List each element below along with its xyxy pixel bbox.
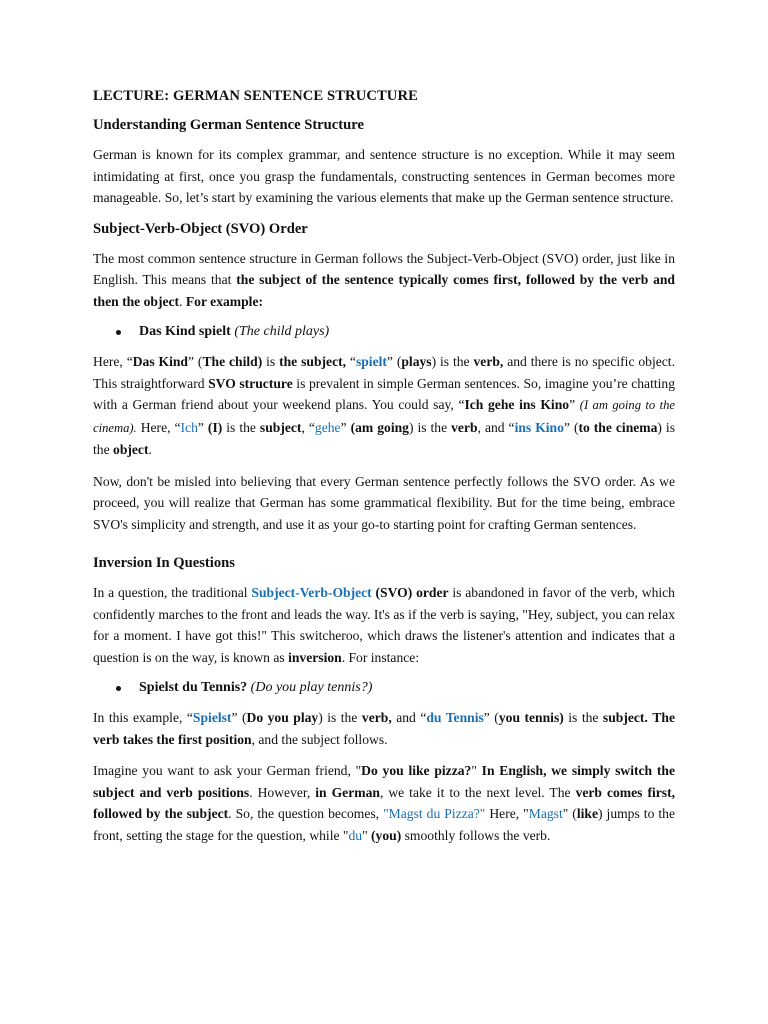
inversion-example-item: Spielst du Tennis? (Do you play tennis?) (93, 677, 675, 699)
understanding-paragraph: German is known for its complex grammar, and sentence structure is no exception. While it may seem intimidating at first, once you grasp the fundamentals, constructing sentences in German becomes more manageable. So, let’s start by examining the various elements that make up the German sentence structure. (93, 147, 675, 205)
link-ich[interactable]: Ich (180, 419, 198, 435)
link-subject-verb-object[interactable]: Subject-Verb-Object (251, 585, 372, 600)
lecture-title: LECTURE: GERMAN SENTENCE STRUCTURE (93, 88, 418, 104)
section-heading-svo: Subject-Verb-Object (SVO) Order (93, 220, 308, 237)
link-magst[interactable]: Magst (528, 806, 563, 821)
inversion-paragraph-1: In a question, the traditional Subject-Verb-Object (SVO) order is abandoned in favor of the verb, which confidently marches to the front and leads the way. It's as if the verb is saying, "Hey, subject, you can relax for a moment. I have got this!" This switcheroo, which draws the listener's attention and indicates that a question is on the way, is known as inversion. For instance: (93, 585, 675, 665)
svo-example-item: Das Kind spielt (The child plays) (93, 321, 675, 343)
svo-example-list (93, 321, 675, 343)
section-heading-inversion: Inversion In Questions (93, 555, 235, 571)
link-du-tennis[interactable]: du Tennis (426, 710, 484, 725)
link-ins-kino[interactable]: ins Kino (514, 419, 564, 435)
link-gehe[interactable]: gehe (314, 419, 341, 435)
inversion-paragraph-3: Imagine you want to ask your German friend, "Do you like pizza?" In English, we simply switch the subject and verb positions. However, in German, we take it to the next level. The verb comes first, followed by the subject. So, the question becomes, "Magst du Pizza?" Here, "Magst" (like) jumps to the front, setting the stage for the question, while "du" (you) smoothly follows the verb. (93, 763, 676, 843)
inversion-example-list (93, 677, 675, 699)
document-body (93, 84, 675, 846)
section-heading-understanding: Understanding German Sentence Structure (93, 117, 364, 133)
link-spielt[interactable]: spielt (355, 354, 387, 369)
link-magst-du-pizza[interactable]: "Magst du Pizza?" (383, 806, 486, 821)
svo-paragraph-1: The most common sentence structure in German follows the Subject-Verb-Object (SVO) order, just like in English. This means that the subject of the sentence typically comes first, followed by the verb and then the object. For example: (93, 250, 675, 309)
link-spielst[interactable]: Spielst (192, 710, 232, 725)
inversion-paragraph-2: In this example, “Spielst” (Do you play) is the verb, and “du Tennis” (you tennis) is the subject. The verb takes the first position, and the subject follows. (93, 710, 676, 747)
svo-paragraph-2: Here, “Das Kind” (The child) is the subject, “spielt” (plays) is the verb, and there is no specific object. This straightforward SVO structure is prevalent in simple German sentences. So, imagine you’re chatting with a German friend about your weekend plans. You could say, “Ich gehe ins Kino” (I am going to the cinema). Here, “Ich” (I) is the subject, “gehe” (am going) is the verb, and “ins Kino” (to the cinema) is the object. (93, 354, 676, 457)
svo-paragraph-3: Now, don't be misled into believing that every German sentence perfectly follows the SVO order. As we proceed, you will realize that German has some grammatical flexibility. But for the time being, embrace SVO's simplicity and strength, and use it as your go-to starting point for crafting German sentences. (93, 473, 675, 532)
link-du[interactable]: du (348, 827, 363, 843)
